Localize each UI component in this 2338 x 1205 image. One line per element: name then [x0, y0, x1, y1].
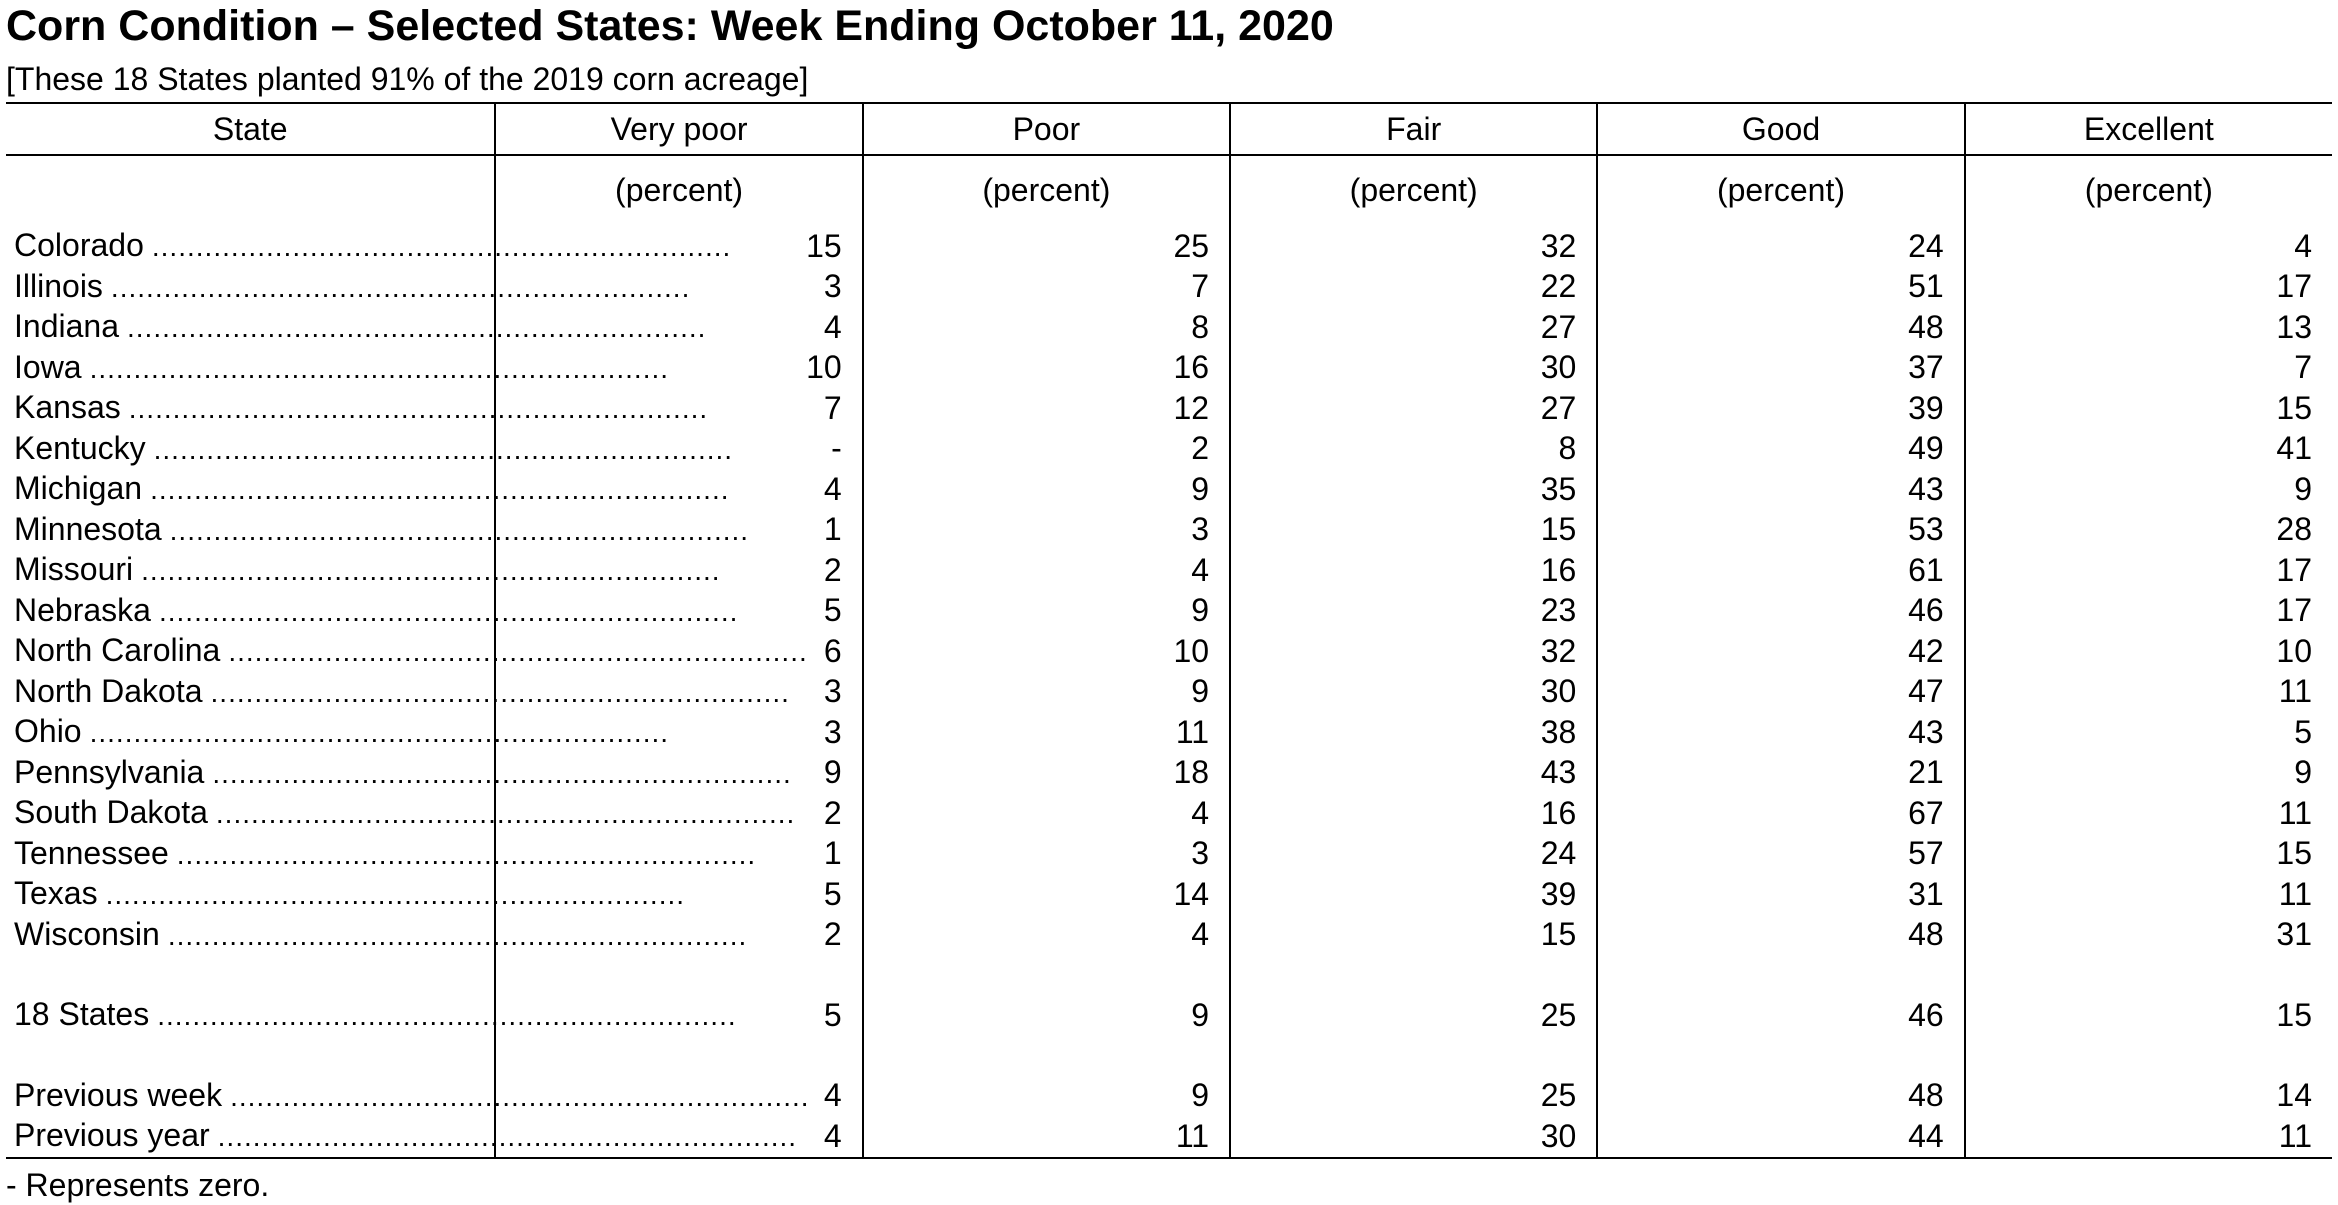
- column-header-poor: Poor: [863, 103, 1230, 155]
- corn-condition-table: [6, 102, 2332, 1159]
- dot-leader: ..................................................................: [212, 757, 792, 789]
- spacer-cell: [1230, 1036, 1597, 1076]
- spacer-cell: [1230, 955, 1597, 995]
- state-name: Pennsylvania: [14, 753, 205, 790]
- state-name: North Dakota: [14, 672, 203, 709]
- state-label-with-leader: [14, 1076, 810, 1117]
- value-cell-poor: 3: [863, 510, 1230, 551]
- value-cell-poor: 9: [863, 469, 1230, 510]
- state-row: [6, 469, 2332, 510]
- state-name: Kansas: [14, 389, 121, 425]
- state-label-with-leader: [14, 874, 686, 915]
- value-cell-good: 37: [1597, 348, 1964, 389]
- value-cell-poor: 9: [863, 995, 1230, 1036]
- spacer-cell: [495, 1036, 862, 1076]
- state-cell: [6, 469, 730, 510]
- value-cell-very-poor: 2: [495, 915, 862, 956]
- column-header-state: State: [6, 103, 495, 155]
- state-name: Wisconsin: [14, 915, 160, 952]
- state-row: [6, 793, 2332, 834]
- state-row: [6, 834, 2332, 875]
- value-cell-good: 48: [1597, 1076, 1964, 1117]
- state-name: Previous week: [14, 1076, 223, 1113]
- state-name: Missouri: [14, 551, 134, 587]
- state-row: [6, 267, 2332, 308]
- value-cell-poor: 16: [863, 348, 1230, 389]
- state-cell: [6, 874, 686, 915]
- state-row: [6, 672, 2332, 713]
- value-cell-excellent: 9: [1965, 469, 2332, 510]
- state-label-with-leader: [14, 672, 790, 713]
- state-cell: [6, 550, 721, 591]
- value-cell-excellent: 11: [1965, 793, 2332, 834]
- value-cell-good: 57: [1597, 834, 1964, 875]
- value-cell-very-poor: 5: [495, 874, 862, 915]
- dot-leader: ..................................................................: [217, 1121, 798, 1152]
- column-header-good: Good: [1597, 103, 1964, 155]
- value-cell-good: 67: [1597, 793, 1964, 834]
- value-cell-good: 42: [1597, 631, 1964, 672]
- value-cell-fair: 39: [1230, 874, 1597, 915]
- value-cell-poor: 25: [863, 226, 1230, 267]
- value-cell-fair: 16: [1230, 550, 1597, 591]
- value-cell-good: 43: [1597, 712, 1964, 753]
- value-cell-fair: 22: [1230, 267, 1597, 308]
- dot-leader: ..................................................................: [128, 393, 709, 424]
- value-cell-poor: 4: [863, 793, 1230, 834]
- value-cell-excellent: 17: [1965, 267, 2332, 308]
- value-cell-very-poor: 3: [495, 712, 862, 753]
- value-cell-excellent: 15: [1965, 834, 2332, 875]
- value-cell-very-poor: 5: [495, 995, 862, 1036]
- state-name: Indiana: [14, 308, 119, 344]
- state-name: Nebraska: [14, 591, 151, 628]
- value-cell-excellent: 15: [1965, 995, 2332, 1036]
- value-cell-very-poor: 3: [495, 672, 862, 713]
- state-cell: [6, 672, 790, 713]
- dot-leader: ..................................................................: [176, 838, 757, 870]
- spacer-cell: [6, 955, 495, 995]
- value-cell-excellent: 11: [1965, 672, 2332, 713]
- spacer-row: [6, 955, 2332, 995]
- value-cell-poor: 2: [863, 429, 1230, 470]
- value-cell-fair: 25: [1230, 995, 1597, 1036]
- dot-leader: ..................................................................: [126, 312, 707, 343]
- spacer-cell: [1965, 955, 2332, 995]
- state-name: North Carolina: [14, 632, 221, 668]
- dot-leader: ..................................................................: [210, 676, 790, 708]
- value-cell-fair: 32: [1230, 226, 1597, 267]
- dot-leader: ..................................................................: [230, 1080, 810, 1112]
- page-subtitle: [These 18 States planted 91% of the 2019 corn acreage]: [6, 61, 809, 97]
- value-cell-good: 46: [1597, 995, 1964, 1036]
- state-name: Colorado: [14, 227, 144, 263]
- dot-leader: ..................................................................: [169, 514, 750, 546]
- dot-leader: ..................................................................: [141, 555, 721, 586]
- state-row: [6, 753, 2332, 794]
- state-row: [6, 631, 2332, 672]
- value-cell-very-poor: 2: [495, 550, 862, 591]
- spacer-cell: [1597, 1036, 1964, 1076]
- value-cell-fair: 30: [1230, 348, 1597, 389]
- value-cell-poor: 14: [863, 874, 1230, 915]
- value-cell-excellent: 9: [1965, 753, 2332, 794]
- report-page: [6, 0, 2332, 1205]
- dot-leader: ..................................................................: [157, 1000, 737, 1031]
- value-cell-fair: 32: [1230, 631, 1597, 672]
- value-cell-fair: 27: [1230, 307, 1597, 348]
- value-cell-poor: 9: [863, 1076, 1230, 1117]
- state-name: Texas: [14, 875, 98, 911]
- state-name: Minnesota: [14, 510, 162, 547]
- value-cell-fair: 43: [1230, 753, 1597, 794]
- value-cell-good: 46: [1597, 591, 1964, 632]
- value-cell-very-poor: 1: [495, 834, 862, 875]
- value-cell-fair: 25: [1230, 1076, 1597, 1117]
- dot-leader: ..................................................................: [228, 636, 808, 667]
- total-row: [6, 995, 2332, 1036]
- state-row: [6, 874, 2332, 915]
- value-cell-poor: 4: [863, 915, 1230, 956]
- value-cell-poor: 12: [863, 388, 1230, 429]
- dot-leader: ..................................................................: [158, 595, 739, 627]
- value-cell-very-poor: -: [495, 429, 862, 470]
- footnote: - Represents zero.: [6, 1166, 270, 1203]
- dot-leader: ..................................................................: [153, 433, 734, 465]
- state-label-with-leader: [14, 348, 670, 389]
- value-cell-excellent: 31: [1965, 915, 2332, 956]
- value-cell-excellent: 10: [1965, 631, 2332, 672]
- value-cell-fair: 38: [1230, 712, 1597, 753]
- dot-leader: ..................................................................: [151, 231, 732, 262]
- state-row: [6, 591, 2332, 632]
- value-cell-very-poor: 4: [495, 469, 862, 510]
- value-cell-poor: 8: [863, 307, 1230, 348]
- value-cell-fair: 24: [1230, 834, 1597, 875]
- dot-leader: ..................................................................: [105, 879, 686, 910]
- state-row: [6, 429, 2332, 470]
- value-cell-very-poor: 3: [495, 267, 862, 308]
- value-cell-very-poor: 6: [495, 631, 862, 672]
- state-cell: [6, 510, 750, 551]
- value-cell-good: 31: [1597, 874, 1964, 915]
- dot-leader: ..................................................................: [89, 717, 670, 748]
- unit-cell: (percent): [1230, 155, 1597, 226]
- value-cell-excellent: 11: [1965, 874, 2332, 915]
- value-cell-poor: 11: [863, 712, 1230, 753]
- value-cell-fair: 8: [1230, 429, 1597, 470]
- unit-row: [6, 155, 2332, 226]
- unit-cell: (percent): [863, 155, 1230, 226]
- spacer-cell: [1597, 955, 1964, 995]
- state-label-with-leader: [14, 995, 737, 1036]
- state-cell: [6, 834, 757, 875]
- state-label-with-leader: [14, 226, 732, 267]
- state-cell: [6, 753, 792, 794]
- value-cell-excellent: 4: [1965, 226, 2332, 267]
- state-row: [6, 307, 2332, 348]
- value-cell-very-poor: 15: [495, 226, 862, 267]
- value-cell-excellent: 7: [1965, 348, 2332, 389]
- spacer-row: [6, 1036, 2332, 1076]
- value-cell-excellent: 14: [1965, 1076, 2332, 1117]
- value-cell-excellent: 17: [1965, 591, 2332, 632]
- state-row: [6, 915, 2332, 956]
- value-cell-excellent: 28: [1965, 510, 2332, 551]
- value-cell-fair: 35: [1230, 469, 1597, 510]
- state-name: Previous year: [14, 1117, 210, 1153]
- state-cell: [6, 307, 707, 348]
- spacer-cell: [495, 955, 862, 995]
- value-cell-poor: 18: [863, 753, 1230, 794]
- state-cell: [6, 631, 808, 672]
- page-title: Corn Condition – Selected States: Week Ending October 11, 2020: [6, 2, 1334, 50]
- value-cell-excellent: 15: [1965, 388, 2332, 429]
- state-label-with-leader: [14, 429, 734, 470]
- unit-cell-empty: [6, 155, 495, 226]
- value-cell-good: 47: [1597, 672, 1964, 713]
- state-name: South Dakota: [14, 794, 208, 830]
- state-cell: [6, 1076, 810, 1117]
- state-row: [6, 388, 2332, 429]
- value-cell-good: 21: [1597, 753, 1964, 794]
- value-cell-fair: 30: [1230, 1116, 1597, 1158]
- value-cell-very-poor: 5: [495, 591, 862, 632]
- column-header-fair: Fair: [1230, 103, 1597, 155]
- state-cell: [6, 915, 748, 956]
- state-label-with-leader: [14, 712, 670, 753]
- state-name: Michigan: [14, 470, 143, 506]
- value-cell-very-poor: 2: [495, 793, 862, 834]
- value-cell-good: 39: [1597, 388, 1964, 429]
- state-cell: [6, 226, 732, 267]
- state-label-with-leader: [14, 793, 796, 834]
- value-cell-fair: 30: [1230, 672, 1597, 713]
- state-label-with-leader: [14, 591, 739, 632]
- state-name: Ohio: [14, 713, 82, 749]
- state-cell: [6, 1116, 798, 1158]
- unit-cell: (percent): [495, 155, 862, 226]
- state-label-with-leader: [14, 267, 691, 308]
- state-cell: [6, 429, 734, 470]
- value-cell-poor: 9: [863, 672, 1230, 713]
- state-name: Tennessee: [14, 834, 169, 871]
- value-cell-excellent: 17: [1965, 550, 2332, 591]
- state-label-with-leader: [14, 915, 748, 956]
- state-cell: [6, 793, 796, 834]
- spacer-cell: [863, 955, 1230, 995]
- state-name: Illinois: [14, 267, 103, 304]
- spacer-cell: [6, 1036, 495, 1076]
- state-label-with-leader: [14, 550, 721, 591]
- state-name: Iowa: [14, 348, 82, 385]
- value-cell-very-poor: 4: [495, 1116, 862, 1158]
- value-cell-good: 48: [1597, 307, 1964, 348]
- value-cell-fair: 23: [1230, 591, 1597, 632]
- value-cell-fair: 27: [1230, 388, 1597, 429]
- previous-year-row: [6, 1116, 2332, 1158]
- dot-leader: ..................................................................: [110, 271, 691, 303]
- state-cell: [6, 348, 670, 389]
- state-row: [6, 510, 2332, 551]
- value-cell-good: 48: [1597, 915, 1964, 956]
- value-cell-fair: 15: [1230, 510, 1597, 551]
- state-label-with-leader: [14, 834, 757, 875]
- state-row: [6, 348, 2332, 389]
- value-cell-fair: 16: [1230, 793, 1597, 834]
- previous-week-row: [6, 1076, 2332, 1117]
- state-cell: [6, 712, 670, 753]
- value-cell-poor: 7: [863, 267, 1230, 308]
- state-cell: [6, 591, 739, 632]
- value-cell-excellent: 5: [1965, 712, 2332, 753]
- value-cell-poor: 11: [863, 1116, 1230, 1158]
- value-cell-excellent: 11: [1965, 1116, 2332, 1158]
- state-cell: [6, 388, 709, 429]
- state-name: Kentucky: [14, 429, 146, 466]
- state-label-with-leader: [14, 469, 730, 510]
- spacer-cell: [1965, 1036, 2332, 1076]
- state-label-with-leader: [14, 631, 808, 672]
- value-cell-excellent: 41: [1965, 429, 2332, 470]
- value-cell-good: 24: [1597, 226, 1964, 267]
- value-cell-poor: 10: [863, 631, 1230, 672]
- value-cell-poor: 4: [863, 550, 1230, 591]
- value-cell-poor: 3: [863, 834, 1230, 875]
- unit-cell: (percent): [1597, 155, 1964, 226]
- value-cell-very-poor: 1: [495, 510, 862, 551]
- value-cell-very-poor: 10: [495, 348, 862, 389]
- state-label-with-leader: [14, 510, 750, 551]
- dot-leader: ..................................................................: [150, 474, 730, 505]
- value-cell-good: 44: [1597, 1116, 1964, 1158]
- value-cell-good: 51: [1597, 267, 1964, 308]
- state-cell: [6, 267, 691, 308]
- value-cell-very-poor: 7: [495, 388, 862, 429]
- state-cell: [6, 995, 737, 1036]
- state-label-with-leader: [14, 307, 707, 348]
- state-row: [6, 226, 2332, 267]
- table-body: [6, 155, 2332, 1158]
- value-cell-fair: 15: [1230, 915, 1597, 956]
- value-cell-very-poor: 9: [495, 753, 862, 794]
- value-cell-poor: 9: [863, 591, 1230, 632]
- state-label-with-leader: [14, 753, 792, 794]
- dot-leader: ..................................................................: [167, 919, 748, 951]
- value-cell-good: 43: [1597, 469, 1964, 510]
- spacer-cell: [863, 1036, 1230, 1076]
- column-header-very-poor: Very poor: [495, 103, 862, 155]
- value-cell-very-poor: 4: [495, 307, 862, 348]
- dot-leader: ..................................................................: [215, 798, 796, 829]
- state-label-with-leader: [14, 388, 709, 429]
- column-header-excellent: Excellent: [1965, 103, 2332, 155]
- state-row: [6, 712, 2332, 753]
- state-row: [6, 550, 2332, 591]
- value-cell-good: 53: [1597, 510, 1964, 551]
- value-cell-good: 61: [1597, 550, 1964, 591]
- value-cell-excellent: 13: [1965, 307, 2332, 348]
- value-cell-very-poor: 4: [495, 1076, 862, 1117]
- state-name: 18 States: [14, 996, 150, 1032]
- unit-cell: (percent): [1965, 155, 2332, 226]
- value-cell-good: 49: [1597, 429, 1964, 470]
- state-label-with-leader: [14, 1116, 798, 1157]
- dot-leader: ..................................................................: [89, 352, 670, 384]
- header-row: [6, 103, 2332, 155]
